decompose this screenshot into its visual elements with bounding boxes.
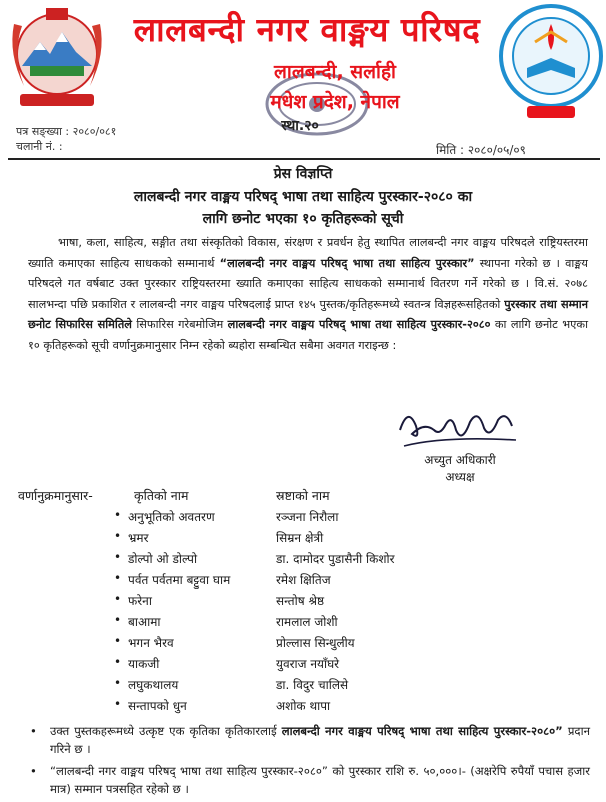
author-name: युवराज नयाँघरे — [276, 657, 340, 671]
author-name: सिम्रन क्षेत्री — [276, 531, 324, 545]
address-line-1: लालबन्दी, सर्लाही — [274, 61, 396, 83]
bullet-icon: • — [114, 655, 122, 669]
signer-title: अध्यक्ष — [445, 470, 475, 484]
bullet-icon: • — [114, 529, 122, 543]
letter-date: मिति : २०८०/०५/०९ — [436, 143, 526, 157]
work-title: फरेना — [128, 594, 152, 608]
award-notes — [30, 722, 590, 802]
note-2-text: “लालबन्दी नगर वाङ्मय परिषद् भाषा तथा साहित्य पुरस्कार-२०८०” को पुरस्कार राशि रु. ५०,०००।- (अक्षरेपि रुपैयाँ पचास हजार मात्र) सम्मान पत्रसहित रहेको छ । — [50, 764, 590, 796]
note-1-text-end: प्रदान गरिने छ । — [50, 724, 591, 756]
bullet-icon: • — [114, 508, 122, 522]
body-text-2: स्थापना गरेको छ । वाङ्मय परिषदले गत वर्षबाट उक्त पुरस्कार राष्ट्रियस्तरमा ख्याति कमाएका साहित्य साधकको सम्मानार्थ वितरण गर्ने गरेको छ । वि.सं. २०७८ सालभन्दा पछि प्रकाशित र लालबन्दी नगर वाङ्मय परिषदलाई प्राप्त १४५ पुस्तक/कृतिहरूमध्ये स्वतन्त्र विज्ञहरूसहितको — [28, 256, 588, 311]
work-title: सन्तापको धुन — [128, 699, 187, 713]
bullet-icon: • — [30, 724, 37, 738]
author-name: प्रोल्लास सिन्धुलीय — [276, 636, 355, 650]
established-line: स्था.२० — [281, 118, 319, 134]
org-name: लालबन्दी नगर वाङ्मय परिषद — [133, 10, 481, 49]
handwritten-signature — [394, 400, 524, 456]
column-order-label: वर्णानुक्रमानुसार- — [18, 488, 93, 503]
author-name: सन्तोष श्रेष्ठ — [276, 594, 325, 608]
signer-name: अच्युत अधिकारी — [424, 453, 496, 467]
column-work-header: कृतिको नाम — [134, 488, 189, 503]
body-text-1: भाषा, कला, साहित्य, सङ्गीत तथा संस्कृतिको विकास, संरक्षण र प्रवर्धन हेतु स्थापित लालबन्दी नगर वाङ्मय परिषदले राष्ट्रियस्तरमा ख्याति कमाएका साहित्य साधकको सम्मानार्थ — [28, 236, 588, 270]
body-text-3: सिफारिस गरेबमोजिम — [136, 318, 224, 331]
work-title: याकजी — [128, 657, 160, 671]
notice-heading-line-2: लागि छनोट भएका १० कृतिहरूको सूची — [202, 211, 404, 227]
list-item — [0, 590, 606, 612]
list-item — [0, 548, 606, 570]
notice-body — [28, 233, 588, 356]
list-item — [0, 695, 606, 717]
author-name: अशोक थापा — [276, 699, 331, 713]
bullet-icon: • — [114, 592, 122, 606]
bullet-icon: • — [114, 613, 122, 627]
author-name: रञ्जना निरौला — [276, 510, 339, 524]
bullet-icon: • — [114, 550, 122, 564]
header-divider — [8, 158, 600, 160]
body-award-name: “लालबन्दी नगर वाङ्मय परिषद् भाषा तथा साहित्य पुरस्कार” — [219, 256, 475, 270]
notice-heading — [60, 186, 546, 230]
bullet-icon: • — [114, 697, 122, 711]
note-item — [30, 762, 590, 798]
organization-logo — [497, 2, 605, 124]
nepal-emblem-logo — [2, 4, 112, 116]
list-item — [0, 632, 606, 654]
author-name: रमेश क्षितिज — [276, 573, 331, 587]
list-item — [0, 653, 606, 675]
work-title: पर्वत पर्वतमा बट्टुवा घाम — [128, 573, 231, 587]
work-title: डोल्पो ओ डोल्पो — [128, 552, 198, 566]
bullet-icon: • — [30, 764, 37, 778]
bullet-icon: • — [114, 676, 122, 690]
body-award-name-2080: लालबन्दी नगर वाङ्मय परिषद् भाषा तथा साहित्य पुरस्कार-२०८० — [227, 318, 491, 331]
author-name: डा. विदुर चालिसे — [276, 678, 349, 692]
author-name: रामलाल जोशी — [276, 615, 338, 629]
reference-number: पत्र सङ्ख्या : २०८०/०८१ — [16, 125, 117, 138]
work-title: बाआमा — [128, 615, 161, 629]
body-committee: पुरस्कार तथा सम्मान छनोट सिफारिस समितिले — [28, 297, 588, 331]
list-item — [0, 674, 606, 696]
column-author-header: स्रष्टाको नाम — [276, 488, 330, 503]
author-name: डा. दामोदर पुडासैनी किशोर — [276, 552, 395, 566]
work-title: अनुभूतिको अवतरण — [128, 510, 215, 524]
note-1-award: लालबन्दी नगर वाङ्मय परिषद् भाषा तथा साहित्य पुरस्कार-२०८०” — [281, 724, 563, 738]
bullet-icon: • — [114, 634, 122, 648]
work-title: भ्रमर — [128, 531, 149, 545]
dispatch-number: चलानी नं. : — [16, 140, 63, 153]
work-title: लघुकथालय — [128, 678, 179, 692]
list-item — [0, 527, 606, 549]
work-title: भगन भैरव — [128, 636, 174, 650]
list-item — [0, 569, 606, 591]
list-item — [0, 506, 606, 528]
list-item — [0, 611, 606, 633]
body-text-4: का लागि छनोट भएका १० कृतिहरूको सूची वर्णानुक्रमानुसार निम्न रहेको ब्यहोरा सम्बन्धित सबैमा अवगत गराइन्छ : — [28, 318, 589, 352]
bullet-icon: • — [114, 571, 122, 585]
note-1-text: उक्त पुस्तकहरूमध्ये उत्कृष्ट एक कृतिका कृतिकारलाई — [50, 724, 277, 738]
address-line-2: मधेश प्रदेश, नेपाल — [270, 91, 400, 113]
press-release-title: प्रेस विज्ञप्ति — [273, 166, 333, 182]
notice-heading-line-1: लालबन्दी नगर वाङ्मय परिषद् भाषा तथा साहित्य पुरस्कार-२०८० का — [133, 189, 473, 205]
note-item — [30, 722, 590, 758]
